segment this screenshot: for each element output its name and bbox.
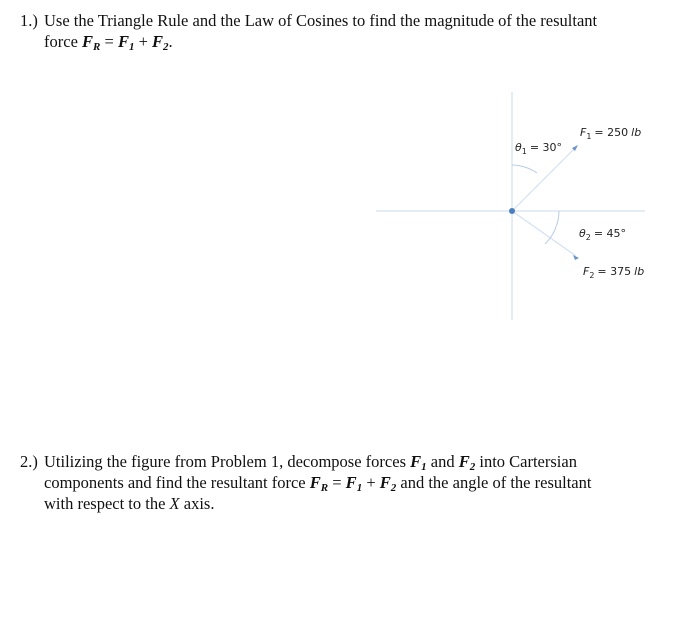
problem-1-text-1: Use the Triangle Rule and the Law of Cosines to find the magnitude of the resultant [44, 11, 598, 30]
f1-vector [512, 148, 575, 211]
problem-2 [20, 451, 660, 514]
f2-vector [512, 211, 576, 256]
f1-label: $F_1 = 250$ lb [580, 126, 642, 141]
origin-point [509, 208, 515, 214]
problem-2-text-3a: with respect to the [44, 494, 166, 513]
problem-2-line-2 [20, 472, 660, 493]
symbol-f2: $F_2$ [458, 452, 476, 473]
problem-2-text-2b: and the angle of the resultant [400, 473, 592, 492]
symbol-f1: $F_1$ [410, 452, 427, 473]
theta2-label: $\theta_2 = 45^\circ$ [579, 227, 627, 242]
period: . [168, 32, 173, 51]
problem-2-line-3 [20, 493, 660, 514]
symbol-f1: $F_1$ [345, 473, 363, 494]
problem-1-number: 1.) [20, 11, 38, 30]
and-word: and [430, 452, 455, 471]
symbol-f2: $F_2$ [152, 32, 169, 53]
plus-sign: + [138, 32, 148, 51]
problem-2-line-1 [20, 451, 660, 472]
problem-2-text-3b: axis. [183, 494, 215, 513]
theta1-label: $\theta_1 = 30^\circ$ [515, 141, 563, 156]
plus-sign: + [366, 473, 376, 492]
symbol-x-axis: X [169, 494, 180, 513]
equals-sign: = [332, 473, 342, 492]
theta1-arc [512, 165, 537, 173]
problem-2-text-1a: Utilizing the figure from Problem 1, decompose forces [44, 452, 406, 471]
f2-label: $F_2 = 375$ lb [583, 265, 645, 280]
symbol-f-resultant: $F_R$ [309, 473, 329, 494]
symbol-f2: $F_2$ [379, 473, 397, 494]
problem-2-text-1b: into Cartersian [479, 452, 577, 471]
equals-sign: = [104, 32, 114, 51]
symbol-f-resultant: $F_R$ [82, 32, 101, 53]
symbol-f1: $F_1$ [117, 32, 135, 53]
problem-2-text-2a: components and find the resultant force [44, 473, 306, 492]
problem-1-force-word: force [44, 32, 78, 51]
problem-2-number: 2.) [20, 452, 38, 471]
